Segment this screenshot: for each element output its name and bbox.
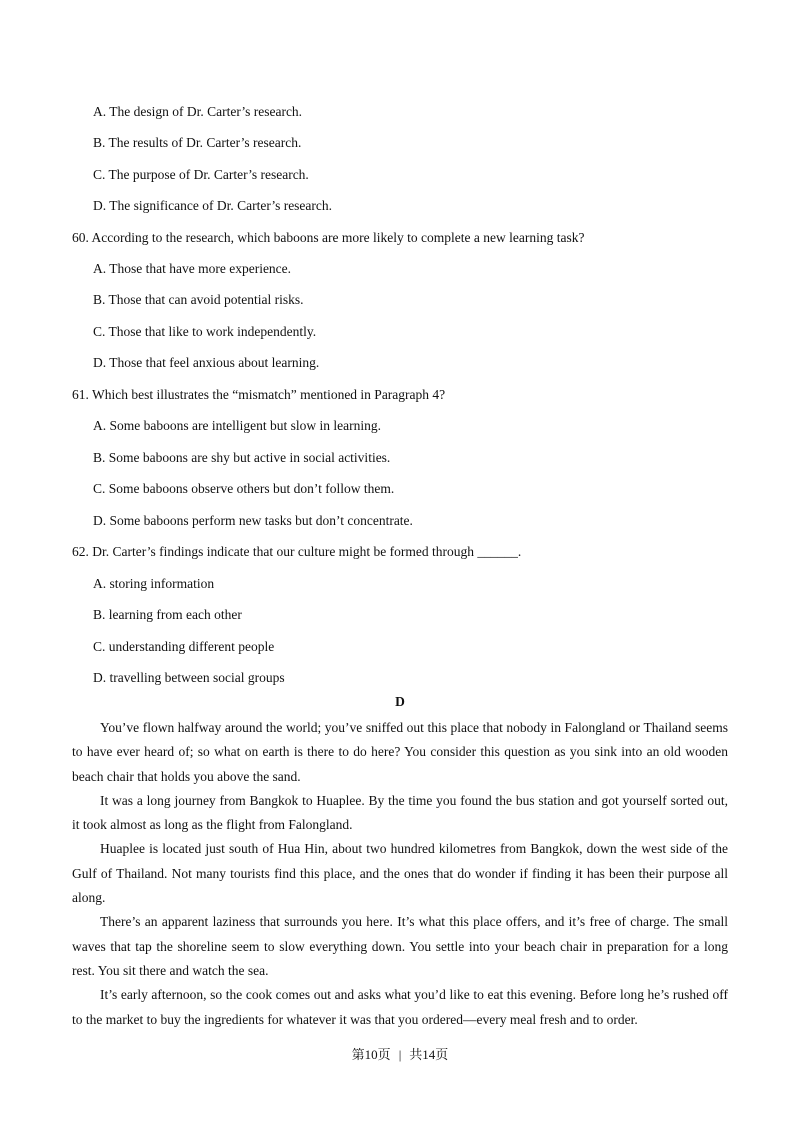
passage-paragraph-4: There’s an apparent laziness that surrounds you here. It’s what this place offers, and it’s free of charge. The small waves that tap the shoreline seem to slow everything down. You settle into your beach chair in preparation for a long rest. You sit there and watch the sea. (72, 914, 728, 978)
q59-option-a: A. The design of Dr. Carter’s research. (93, 104, 303, 119)
q62-option-a: A. storing information (93, 576, 215, 591)
q59-option-b: B. The results of Dr. Carter’s research. (93, 135, 302, 150)
q60-option-b: B. Those that can avoid potential risks. (93, 292, 304, 307)
q61-option-c: C. Some baboons observe others but don’t follow them. (93, 481, 395, 496)
passage-paragraph-2: It was a long journey from Bangkok to Huaplee. By the time you found the bus station and got yourself sorted out, it took almost as long as the flight from Falongland. (72, 792, 728, 833)
q60-option-c: C. Those that like to work independently. (93, 324, 317, 339)
q62-stem: 62. Dr. Carter’s findings indicate that our culture might be formed through ______. (72, 544, 522, 559)
passage-paragraph-1: You’ve flown halfway around the world; you’ve sniffed out this place that nobody in Falongland or Thailand seems to have ever heard of; so what on earth is there to do here? You consider this question as you sink into an old wooden beach chair that holds you above the sand. (72, 720, 728, 784)
reading-passage-d (72, 716, 728, 1032)
q62-option-c: C. understanding different people (93, 639, 275, 654)
passage-paragraph-5: It’s early afternoon, so the cook comes out and asks what you’d like to eat this evening. Before long he’s rushed off to the market to buy the ingredients for whatever it was that you ordered—every meal fresh and to order. (72, 987, 728, 1027)
q59-option-c: C. The purpose of Dr. Carter’s research. (93, 167, 309, 182)
q59-option-d: D. The significance of Dr. Carter’s research. (93, 198, 333, 213)
page-footer (0, 1047, 800, 1063)
q60-option-a: A. Those that have more experience. (93, 261, 292, 276)
q61-option-d: D. Some baboons perform new tasks but don’t concentrate. (93, 513, 413, 528)
page-total: 共14页 (409, 1047, 449, 1062)
q61-option-b: B. Some baboons are shy but active in social activities. (93, 450, 391, 465)
q60-stem: 60. According to the research, which baboons are more likely to complete a new learning task? (72, 230, 585, 245)
section-heading-d: D (395, 694, 405, 709)
passage-paragraph-3: Huaplee is located just south of Hua Hin, about two hundred kilometres from Bangkok, down the west side of the Gulf of Thailand. Not many tourists find this place, and the ones that do wonder if finding it has been their purpose all along. (72, 841, 728, 906)
page-number: 第10页 (351, 1047, 391, 1062)
q62-option-d: D. travelling between social groups (93, 670, 285, 685)
q61-option-a: A. Some baboons are intelligent but slow in learning. (93, 418, 381, 433)
q60-option-d: D. Those that feel anxious about learning. (93, 355, 320, 370)
q61-stem: 61. Which best illustrates the “mismatch” mentioned in Paragraph 4? (72, 387, 446, 402)
footer-separator: | (398, 1047, 402, 1062)
q62-option-b: B. learning from each other (93, 607, 242, 622)
